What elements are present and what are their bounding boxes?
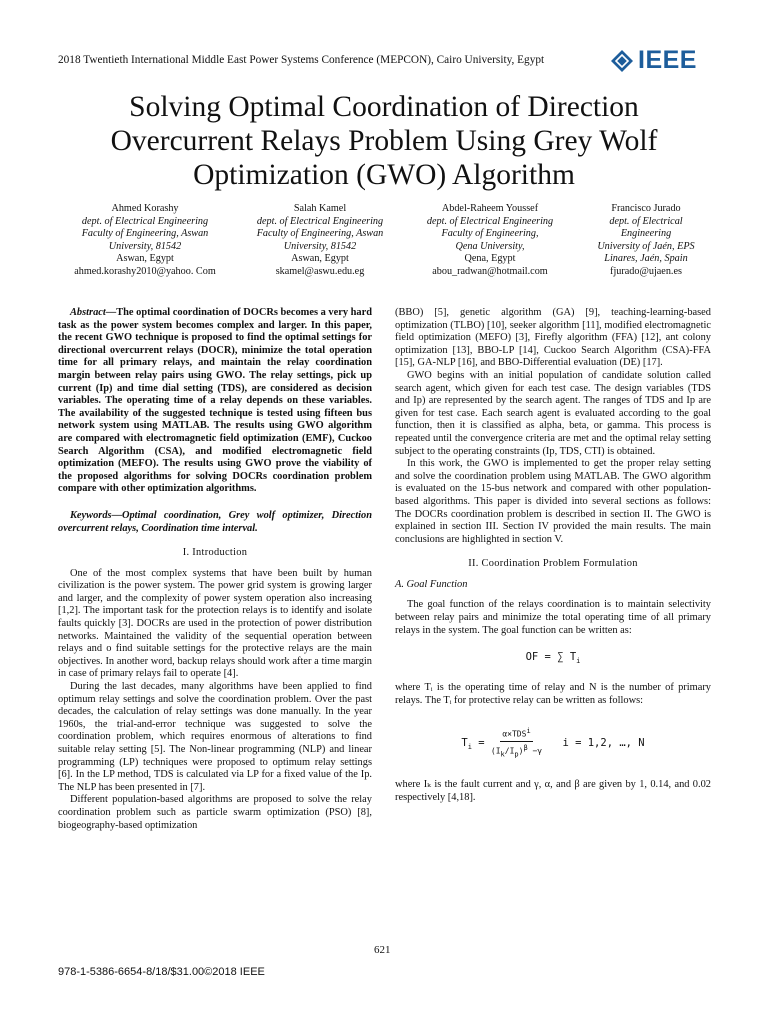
title-line-1: Solving Optimal Coordination of Direction: [129, 91, 639, 123]
author-name: Francisco Jurado: [611, 203, 681, 214]
author-location: Aswan, Egypt: [291, 253, 349, 265]
ieee-diamond-icon: [610, 49, 634, 73]
title-line-2: Overcurrent Relays Problem Using Grey Wolf: [110, 125, 658, 157]
paragraph: where Tᵢ is the operating time of relay and N is the number of primary relays. The Tᵢ for protective relay can be written as follows:: [395, 681, 711, 706]
subsection-heading-goal-function: A. Goal Function: [395, 578, 468, 590]
author-name: Abdel-Raheem Youssef: [441, 203, 539, 214]
paragraph: During the last decades, many algorithms have been applied to find optimum relay settings and solve the coordination problem. Over the past decades, the calculation of relay settings was done manually. In the year 1960s, the trial-and-error technique was suggested to solve the coordination problem, which requires enormous of alterations to find suitable relay setting [5]. The Non-linear programming (NLP) and linear programming (LP) techniques were proposed to optimum relay settings [6]. In the LP method, TDS is calculated via LP for a fixed value of the Ip. The NLP has been presented in [7].: [58, 681, 372, 793]
author-affiliation: University, 81542: [108, 240, 182, 252]
left-column: [58, 307, 372, 832]
paragraph: (BBO) [5], genetic algorithm (GA) [9], teaching-learning-based optimization (TLBO) [10], seeker algorithm [11], modified electromagnetic field optimization (MEFO) [3], Firefly algorithm (FFA) [12], ant colony optimization [13], BBO-LP [14], Cuckoo Search Algorithm (CSA)-FFA [15], GA-NLP [16], and BBO-Differential evaluation (DE) [17].: [395, 307, 711, 369]
author-block-2: [235, 203, 405, 279]
keywords: Keywords—Optimal coordination, Grey wolf optimizer, Direction overcurrent relays, Coordination time interval.: [58, 509, 372, 534]
author-email: ahmed.korashy2010@yahoo. Com: [74, 265, 216, 277]
author-block-4: [566, 203, 726, 279]
author-affiliation: Qena University,: [455, 240, 525, 252]
author-affiliation: dept. of Electrical Engineering: [81, 215, 209, 227]
author-affiliation: University of Jaén, EPS: [597, 240, 695, 252]
author-affiliation: dept. of Electrical Engineering: [426, 215, 554, 227]
paragraph: Different population-based algorithms are proposed to solve the relay coordination problem such as particle swarm optimization (PSO) [8], biogeography-based optimization: [58, 794, 372, 831]
paper-title: [60, 90, 708, 192]
author-affiliation: Faculty of Engineering, Aswan: [81, 228, 209, 240]
equation-operating-time: $T_i$ = $\frac{\alpha\times TDS^i}{(I_k/I_p)^\beta -\gamma}$ i = 1,2, …, N: [461, 727, 645, 759]
author-affiliation: dept. of Electrical Engineering: [256, 215, 384, 227]
equation-goal-function: OF = ∑ $T_i$: [525, 651, 581, 666]
paragraph: In this work, the GWO is implemented to get the proper relay setting and solve the coordination problem using MATLAB. The GWO algorithm is evaluated on the 15-bus network and compared with other population-based algorithms. This paper is divided into several sections as follows: The DOCRs coordination problem is described in section II. The GWO is explained in section III. Section IV provided the main results. The main conclusions are highlighted in section V.: [395, 458, 711, 545]
equation-range: i = 1,2, …, N: [562, 737, 645, 750]
author-location: Aswan, Egypt: [116, 253, 174, 265]
paragraph: GWO begins with an initial population of candidate solution called search agent, which given for each test case. The design variables (TDS and Ip) are represented by the search agent. The ranges of TDS and Ip are given for test case. Each search agent is evaluated according to the goal function, then it is classified as alpha, beta, or gamma. This process is repeated until the convergence criteria are met and the optimal relay setting subject to the operating constraints (Ip, TDS, CTI) is obtained.: [395, 369, 711, 457]
section-heading-introduction: I. Introduction: [182, 547, 248, 559]
copyright-line: 978-1-5386-6654-8/18/$31.00©2018 IEEE: [58, 966, 265, 978]
author-block-1: [60, 203, 230, 279]
abstract: [58, 307, 372, 496]
author-affiliation: Faculty of Engineering, Aswan: [256, 228, 384, 240]
author-affiliation: Engineering: [620, 228, 672, 240]
paragraph: where Iₖ is the fault current and γ, α, and β are given by 1, 0.14, and 0.02 respectively [4,18].: [395, 779, 711, 803]
author-email: fjurado@ujaen.es: [610, 265, 682, 277]
author-name: Ahmed Korashy: [111, 203, 179, 214]
ieee-logo: [610, 46, 697, 75]
author-affiliation: University, 81542: [283, 240, 357, 252]
author-affiliation: dept. of Electrical: [609, 215, 683, 227]
author-location: Qena, Egypt: [464, 253, 516, 265]
author-affiliation: Faculty of Engineering,: [441, 228, 539, 240]
right-column: [395, 307, 711, 804]
page-number: 621: [374, 944, 391, 956]
author-email: skamel@aswu.edu.eg: [275, 265, 365, 277]
author-block-3: [405, 203, 575, 279]
conference-header: 2018 Twentieth International Middle East Power Systems Conference (MEPCON), Cairo University, Egypt: [58, 54, 545, 66]
abstract-body: —The optimal coordination of DOCRs becomes a very hard task as the power system becomes complex and larger. In this paper, the recent GWO technique is proposed to find the optimal settings for directional overcurrent relays (DOCR), minimize the total operation time for all primary relays, and maintain the relay coordination margin between relay pairs using GWO. The relay settings, pick up current (Ip) and time dial setting (TDS), are considered as decision variables. The operating time of a relay depends on these variables. The availability of the suggested technique is tested using fifteen bus network system using MATLAB. The results using GWO algorithm are compared with electromagnetic field optimization (EMF), Cuckoo Search Algorithm (CSA), and modified electromagnetic field optimization (MEFO). The results using GWO prove the viability of the proposed algorithms for solving DOCRs coordination problem compare with other optimization algorithms.: [58, 307, 372, 495]
paragraph: The goal function of the relays coordination is to maintain selectivity between relay pairs and minimize the total operating time of all primary relays in the system. The goal function can be written as:: [395, 599, 711, 636]
author-name: Salah Kamel: [293, 203, 347, 214]
equation-text: OF = ∑ T: [525, 651, 577, 664]
author-location: Linares, Jaén, Spain: [604, 253, 688, 265]
abstract-lead: Abstract: [70, 307, 106, 318]
author-email: abou_radwan@hotmail.com: [432, 265, 548, 277]
paragraph: One of the most complex systems that have been built by human civilization is the power system. The power grid system is growing larger and larger, and the complexity of power system operation also increasing [1,2]. The important task for the protection relays is to identify and isolate faults quickly [3]. DOCRs are used in the protection of power distribution networks. Maintained the validity of the sequential operation between relays and o find suitable settings for the protective relays are the main objectives. In another word, backup relays should work after a time margin in case of primary relays fail to operate [4].: [58, 567, 372, 680]
section-heading-formulation: II. Coordination Problem Formulation: [468, 558, 638, 570]
title-line-3: Optimization (GWO) Algorithm: [193, 159, 575, 191]
ieee-logo-text: IEEE: [638, 46, 697, 74]
